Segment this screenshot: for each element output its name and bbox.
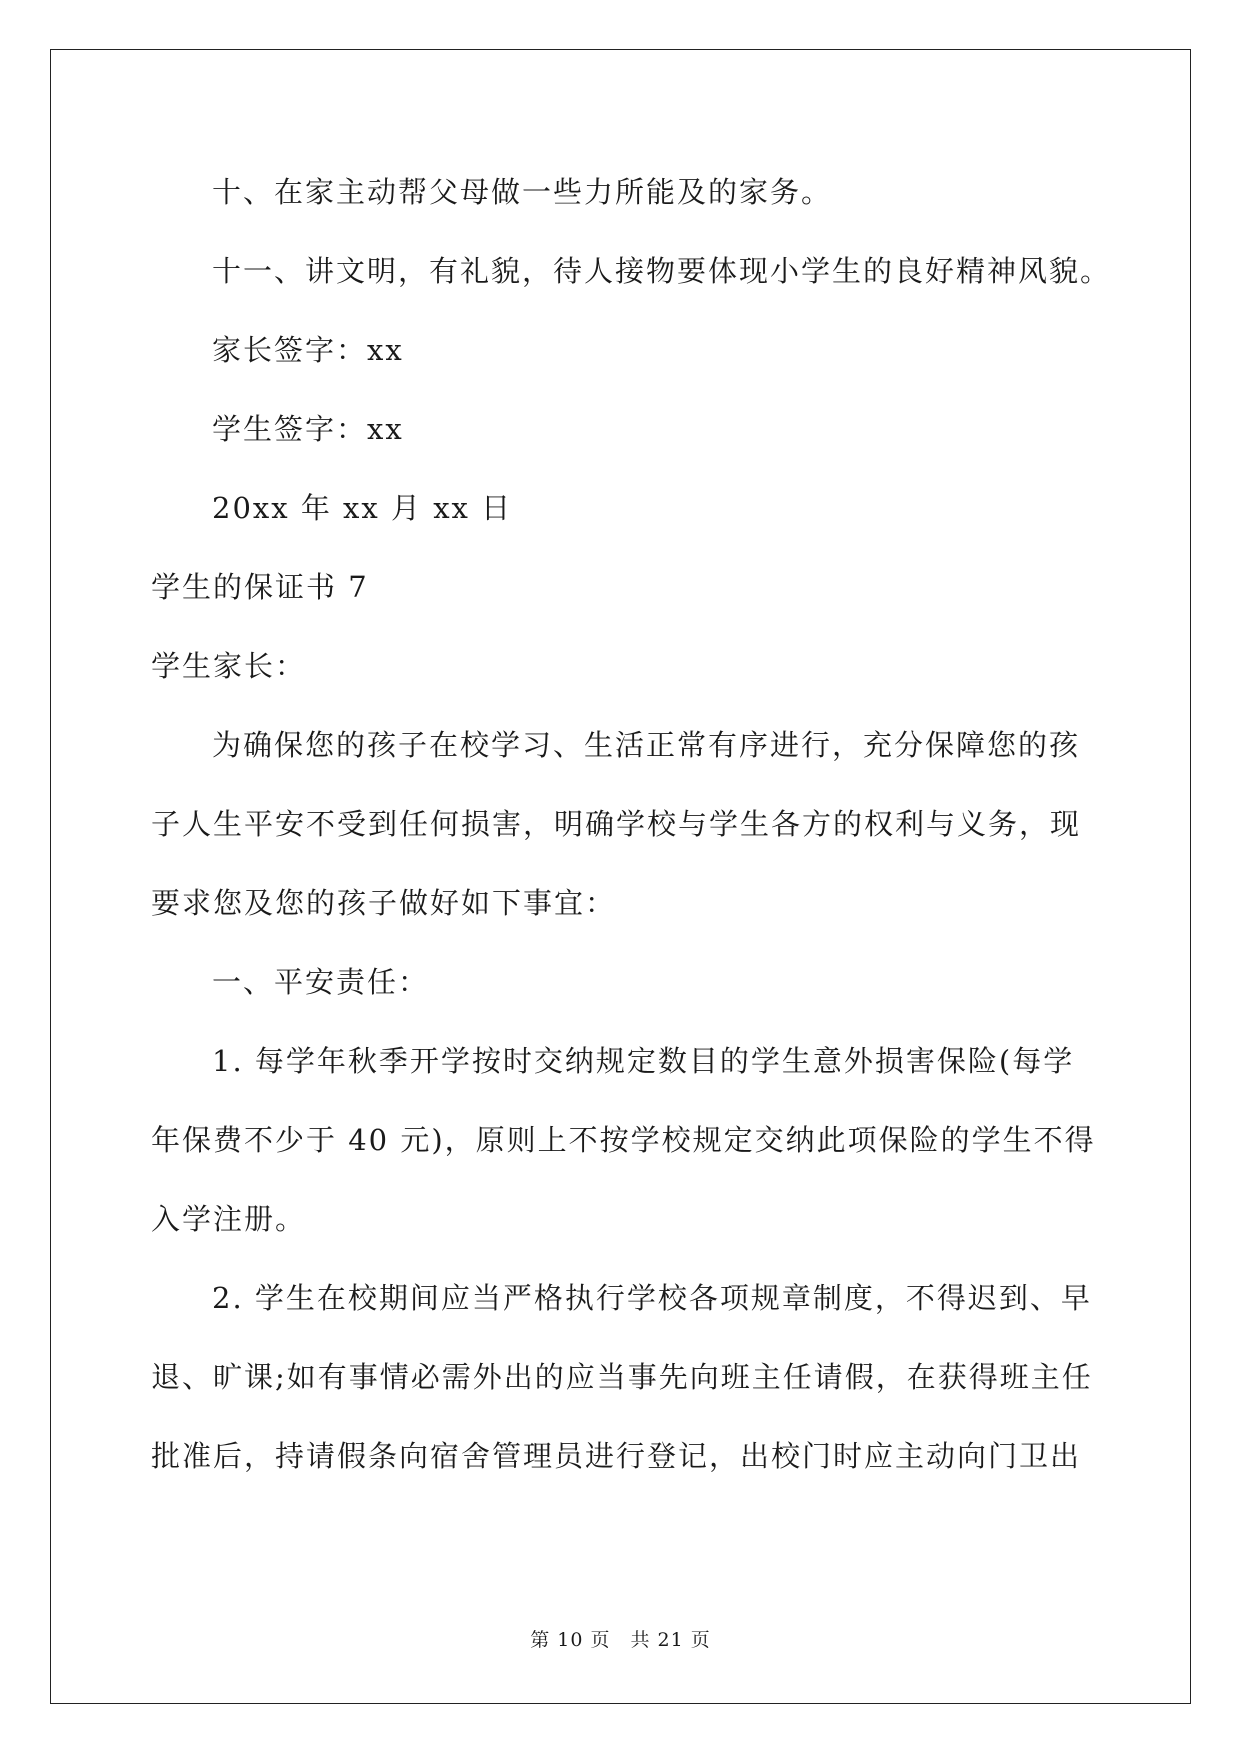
clause-1-line-1: 1. 每学年秋季开学按时交纳规定数目的学生意外损害保险(每学 [212, 1044, 1075, 1078]
salutation: 学生家长： [151, 649, 307, 683]
parent-signature-line: 家长签字：xx [212, 333, 404, 367]
paragraph-item-10: 十、在家主动帮父母做一些力所能及的家务。 [212, 175, 833, 209]
page-number-footer: 第 10 页 共 21 页 [530, 1629, 711, 1651]
section-heading: 学生的保证书 7 [151, 570, 369, 604]
safety-heading: 一、平安责任： [212, 965, 430, 999]
clause-2-line-2: 退、旷课;如有事情必需外出的应当事先向班主任请假，在获得班主任 [151, 1360, 1093, 1394]
clause-1-line-2: 年保费不少于 40 元)，原则上不按学校规定交纳此项保险的学生不得 [151, 1123, 1096, 1157]
intro-paragraph-line-3: 要求您及您的孩子做好如下事宜： [151, 886, 617, 920]
clause-1-line-3: 入学注册。 [151, 1202, 307, 1236]
clause-2-line-3: 批准后，持请假条向宿舍管理员进行登记，出校门时应主动向门卫出 [151, 1439, 1082, 1473]
date-line: 20xx 年 xx 月 xx 日 [212, 491, 513, 525]
paragraph-item-11: 十一、讲文明，有礼貌，待人接物要体现小学生的良好精神风貌。 [212, 254, 1112, 288]
intro-paragraph-line-1: 为确保您的孩子在校学习、生活正常有序进行，充分保障您的孩 [212, 728, 1081, 762]
student-signature-line: 学生签字：xx [212, 412, 404, 446]
clause-2-line-1: 2. 学生在校期间应当严格执行学校各项规章制度，不得迟到、早 [212, 1281, 1092, 1315]
intro-paragraph-line-2: 子人生平安不受到任何损害，明确学校与学生各方的权利与义务，现 [151, 807, 1082, 841]
